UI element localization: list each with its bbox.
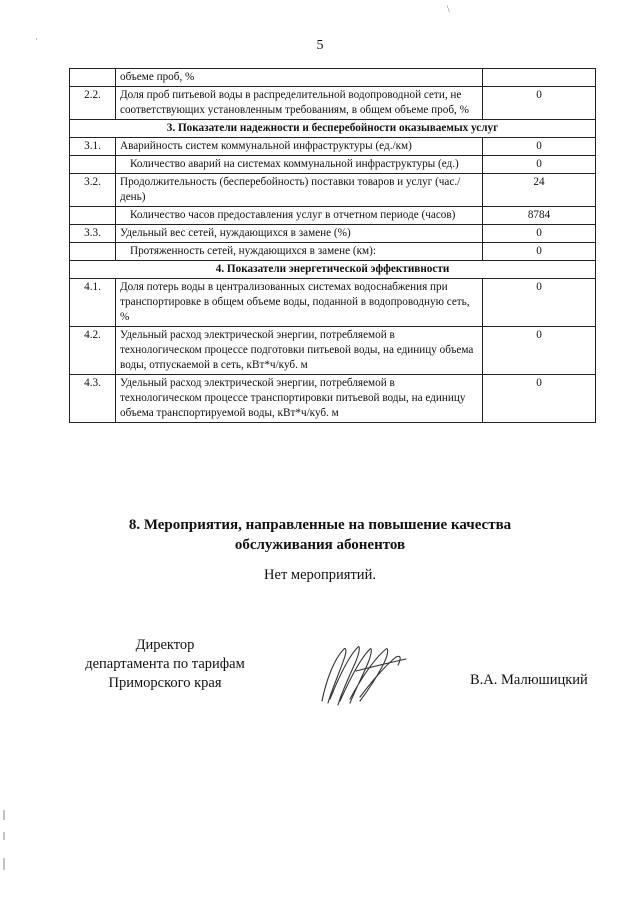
- indicator-description-cell: Количество аварий на системах коммунальной инфраструктуры (ед.): [116, 156, 483, 174]
- signatory-title-line2: департамента по тарифам: [85, 656, 245, 672]
- row-number-cell: 4.1.: [70, 279, 116, 327]
- section-8-heading-line1: 8. Мероприятия, направленные на повышение качества: [128, 517, 512, 533]
- row-number-cell: [70, 243, 116, 261]
- indicator-description-cell: Удельный вес сетей, нуждающихся в замене (%): [116, 225, 483, 243]
- signatory-title-line1: Директор: [135, 637, 195, 653]
- section-8-heading-line2: обслуживания абонентов: [234, 537, 406, 553]
- table-row: [70, 225, 596, 243]
- indicator-value-cell: 0: [483, 243, 596, 261]
- indicator-value-cell: 0: [483, 138, 596, 156]
- indicator-description-cell: Аварийность систем коммунальной инфраструктуры (ед./км): [116, 138, 483, 156]
- table-row: [70, 138, 596, 156]
- row-number-cell: 3.2.: [70, 174, 116, 207]
- page-number: 5: [316, 38, 324, 53]
- scan-edge-marks: [2, 810, 6, 890]
- section-8-heading: [0, 515, 640, 555]
- indicator-value-cell: 0: [483, 156, 596, 174]
- section-8-text: Нет мероприятий.: [264, 567, 376, 583]
- table-row: [70, 174, 596, 207]
- table-row: [70, 69, 596, 87]
- row-number-cell: 4.2.: [70, 327, 116, 375]
- signatory-title: [70, 636, 260, 693]
- indicator-description-cell: Удельный расход электрической энергии, потребляемой в технологическом процессе транспортировки питьевой воды, на единицу объема транспортируемой воды, кВт*ч/куб. м: [116, 375, 483, 423]
- table-row: [70, 243, 596, 261]
- row-number-cell: 3.3.: [70, 225, 116, 243]
- indicator-description-cell: Доля потерь воды в централизованных системах водоснабжения при транспортировке в общем объеме воды, поданной в водопроводную сеть, %: [116, 279, 483, 327]
- table-row: [70, 327, 596, 375]
- indicator-value-cell: 8784: [483, 207, 596, 225]
- indicator-value-cell: [483, 69, 596, 87]
- section-title-cell: 4. Показатели энергетической эффективности: [70, 261, 596, 279]
- table-section-row: [70, 261, 596, 279]
- indicator-description-cell: Удельный расход электрической энергии, потребляемой в технологическом процессе подготовки питьевой воды, на единицу объема воды, отпускаемой в сеть, кВт*ч/куб. м: [116, 327, 483, 375]
- row-number-cell: 2.2.: [70, 87, 116, 120]
- indicator-description-cell: Протяженность сетей, нуждающихся в замене (км):: [116, 243, 483, 261]
- indicator-value-cell: 0: [483, 225, 596, 243]
- table-row: [70, 375, 596, 423]
- signatory-name: В.А. Малюшицкий: [470, 672, 588, 688]
- indicator-description-cell: объеме проб, %: [116, 69, 483, 87]
- indicator-value-cell: 0: [483, 279, 596, 327]
- section-title-cell: 3. Показатели надежности и бесперебойности оказываемых услуг: [70, 120, 596, 138]
- table-row: [70, 156, 596, 174]
- indicator-value-cell: 24: [483, 174, 596, 207]
- signatory-title-line3: Приморского края: [108, 675, 222, 691]
- indicator-value-cell: 0: [483, 375, 596, 423]
- row-number-cell: [70, 156, 116, 174]
- table-row: [70, 87, 596, 120]
- indicator-description-cell: Доля проб питьевой воды в распределительной водопроводной сети, не соответствующих установленным требованиям, в общем объеме проб, %: [116, 87, 483, 120]
- table-row: [70, 279, 596, 327]
- table-section-row: [70, 120, 596, 138]
- scan-artifact-mark: \: [447, 4, 450, 14]
- indicator-value-cell: 0: [483, 87, 596, 120]
- row-number-cell: 3.1.: [70, 138, 116, 156]
- scan-artifact-dot: ·: [35, 34, 38, 44]
- handwritten-signature: [316, 641, 408, 709]
- row-number-cell: [70, 207, 116, 225]
- row-number-cell: 4.3.: [70, 375, 116, 423]
- table-row: [70, 207, 596, 225]
- row-number-cell: [70, 69, 116, 87]
- indicators-table: [69, 68, 596, 423]
- indicator-description-cell: Количество часов предоставления услуг в отчетном периоде (часов): [116, 207, 483, 225]
- indicator-value-cell: 0: [483, 327, 596, 375]
- indicator-description-cell: Продолжительность (бесперебойность) поставки товаров и услуг (час./день): [116, 174, 483, 207]
